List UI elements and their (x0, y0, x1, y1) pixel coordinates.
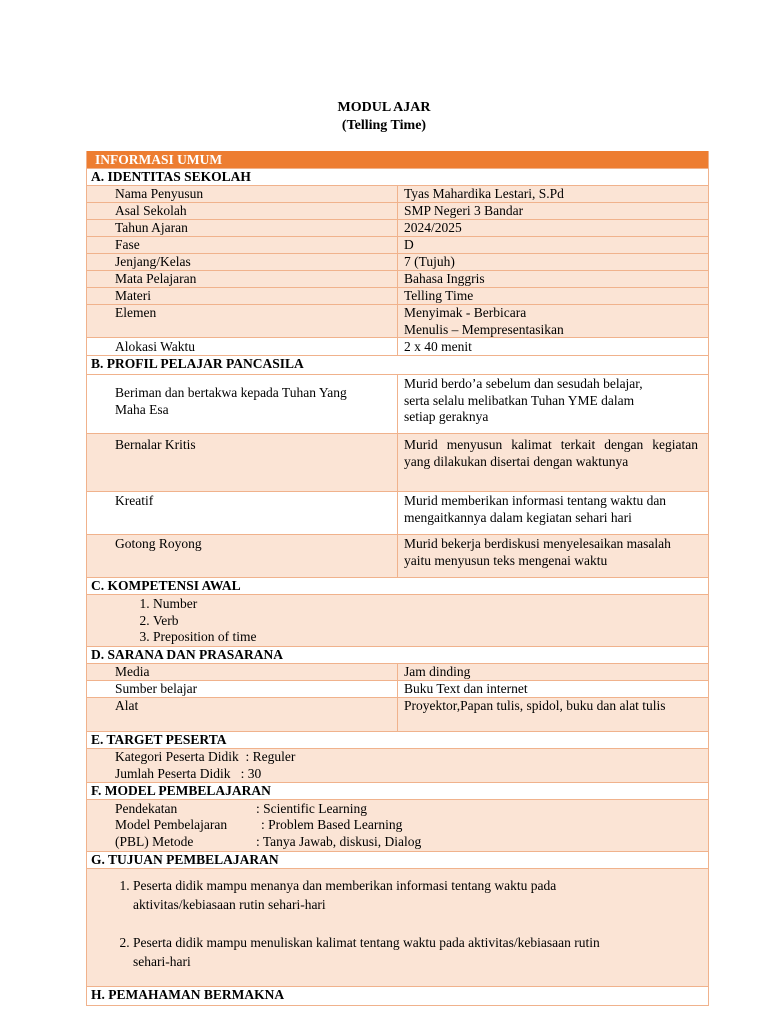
model-label: (PBL) Metode (115, 834, 194, 849)
row-label: Media (115, 664, 150, 679)
table-row (87, 254, 708, 271)
row-label: Fase (115, 237, 140, 252)
row-value: Murid menyusun kalimat terkait dengan kegiatan yang dilakukan disertai dengan waktunya (397, 434, 708, 491)
model-value: : Tanya Jawab, diskusi, Dialog (256, 834, 422, 849)
table-row (87, 237, 708, 254)
row-value (397, 305, 708, 337)
row-label: Tahun Ajaran (115, 220, 188, 235)
section-banner: INFORMASI UMUM (87, 151, 708, 169)
table-row (87, 203, 708, 220)
table-row (87, 338, 708, 356)
table-row (87, 288, 708, 305)
model-value: : Scientific Learning (256, 801, 367, 816)
row-label: Nama Penyusun (115, 186, 204, 201)
row-label: Materi (115, 288, 151, 303)
table-row (87, 220, 708, 237)
row-value: Murid memberikan informasi tentang waktu dan mengaitkannya dalam kegiatan sehari hari (397, 492, 708, 534)
table-row (87, 186, 708, 203)
table-row (87, 869, 708, 987)
module-table (86, 151, 709, 1006)
row-value: 7 (Tujuh) (397, 254, 708, 270)
row-label: Asal Sekolah (115, 203, 187, 218)
row-value: Murid bekerja berdiskusi menyelesaikan masalah yaitu menyusun teks mengenai waktu (397, 535, 708, 577)
kompetensi-list (87, 596, 708, 646)
document-subtitle: (Telling Time) (341, 118, 427, 133)
table-row (87, 271, 708, 288)
row-value: 2024/2025 (397, 220, 708, 236)
row-label: Beriman dan bertakwa kepada Tuhan Yang Maha Esa (115, 385, 347, 417)
section-b-heading: B. PROFIL PELAJAR PANCASILA (87, 356, 708, 375)
table-row (87, 305, 708, 338)
table-row (87, 800, 708, 852)
list-item: 1. Number (153, 596, 708, 613)
list-item: 3. Preposition of time (153, 629, 708, 646)
model-line (115, 801, 177, 818)
table-row (87, 492, 708, 535)
tujuan-list (87, 876, 708, 971)
target-line: Kategori Peserta Didik : Reguler (115, 749, 296, 764)
row-label: Jenjang/Kelas (115, 254, 191, 269)
table-row (87, 749, 708, 783)
model-label: Pendekatan (115, 801, 178, 816)
section-c-heading: C. KOMPETENSI AWAL (87, 578, 708, 595)
row-value: Proyektor,Papan tulis, spidol, buku dan alat tulis (397, 698, 708, 731)
model-label: Model Pembelajaran (115, 817, 228, 832)
row-value-line: Menyimak - Berbicara (404, 305, 527, 320)
section-e-heading: E. TARGET PESERTA (87, 732, 708, 749)
section-f-heading: F. MODEL PEMBELAJARAN (87, 783, 708, 800)
row-value: SMP Negeri 3 Bandar (397, 203, 708, 219)
model-line (115, 817, 227, 834)
row-label: Kreatif (115, 493, 154, 508)
table-row (87, 375, 708, 434)
row-value: Buku Text dan internet (397, 681, 708, 697)
row-value: 2 x 40 menit (397, 338, 708, 355)
row-label: Gotong Royong (115, 536, 202, 551)
row-label: Alat (115, 698, 139, 713)
section-h-heading: H. PEMAHAMAN BERMAKNA (87, 987, 708, 1006)
table-row (87, 595, 708, 647)
row-value: Telling Time (397, 288, 708, 304)
table-row (87, 681, 708, 698)
list-item: 2. Verb (153, 613, 708, 630)
document-title: MODUL AJAR (337, 100, 431, 115)
target-line: Jumlah Peserta Didik : 30 (115, 765, 262, 781)
table-row (87, 535, 708, 578)
row-value: D (397, 237, 708, 253)
table-row (87, 434, 708, 492)
row-label: Sumber belajar (115, 681, 198, 696)
row-value: Tyas Mahardika Lestari, S.Pd (397, 186, 708, 202)
row-label: Alokasi Waktu (115, 339, 196, 354)
section-g-heading: G. TUJUAN PEMBELAJARAN (87, 852, 708, 869)
model-value: : Problem Based Learning (261, 817, 403, 832)
list-item: 1. Peserta didik mampu menanya dan memberikan informasi tentang waktu pada aktivitas/kebiasaan rutin sehari-hari (133, 876, 583, 914)
table-row (87, 698, 708, 732)
row-value: Bahasa Inggris (397, 271, 708, 287)
row-value-line: Menulis – Mempresentasikan (404, 321, 564, 337)
row-label: Mata Pelajaran (115, 271, 197, 286)
list-item: 2. Peserta didik mampu menuliskan kalimat tentang waktu pada aktivitas/kebiasaan rutin sehari-hari (133, 933, 638, 971)
table-row (87, 664, 708, 681)
model-line (115, 834, 193, 851)
section-d-heading: D. SARANA DAN PRASARANA (87, 647, 708, 664)
row-label: Elemen (115, 305, 157, 320)
row-label: Bernalar Kritis (115, 437, 196, 452)
section-a-heading: A. IDENTITAS SEKOLAH (87, 169, 708, 186)
row-value: Jam dinding (397, 664, 708, 680)
row-value: Murid berdo’a sebelum dan sesudah belajar, serta selalu melibatkan Tuhan YME dalam setiap geraknya (397, 375, 708, 433)
